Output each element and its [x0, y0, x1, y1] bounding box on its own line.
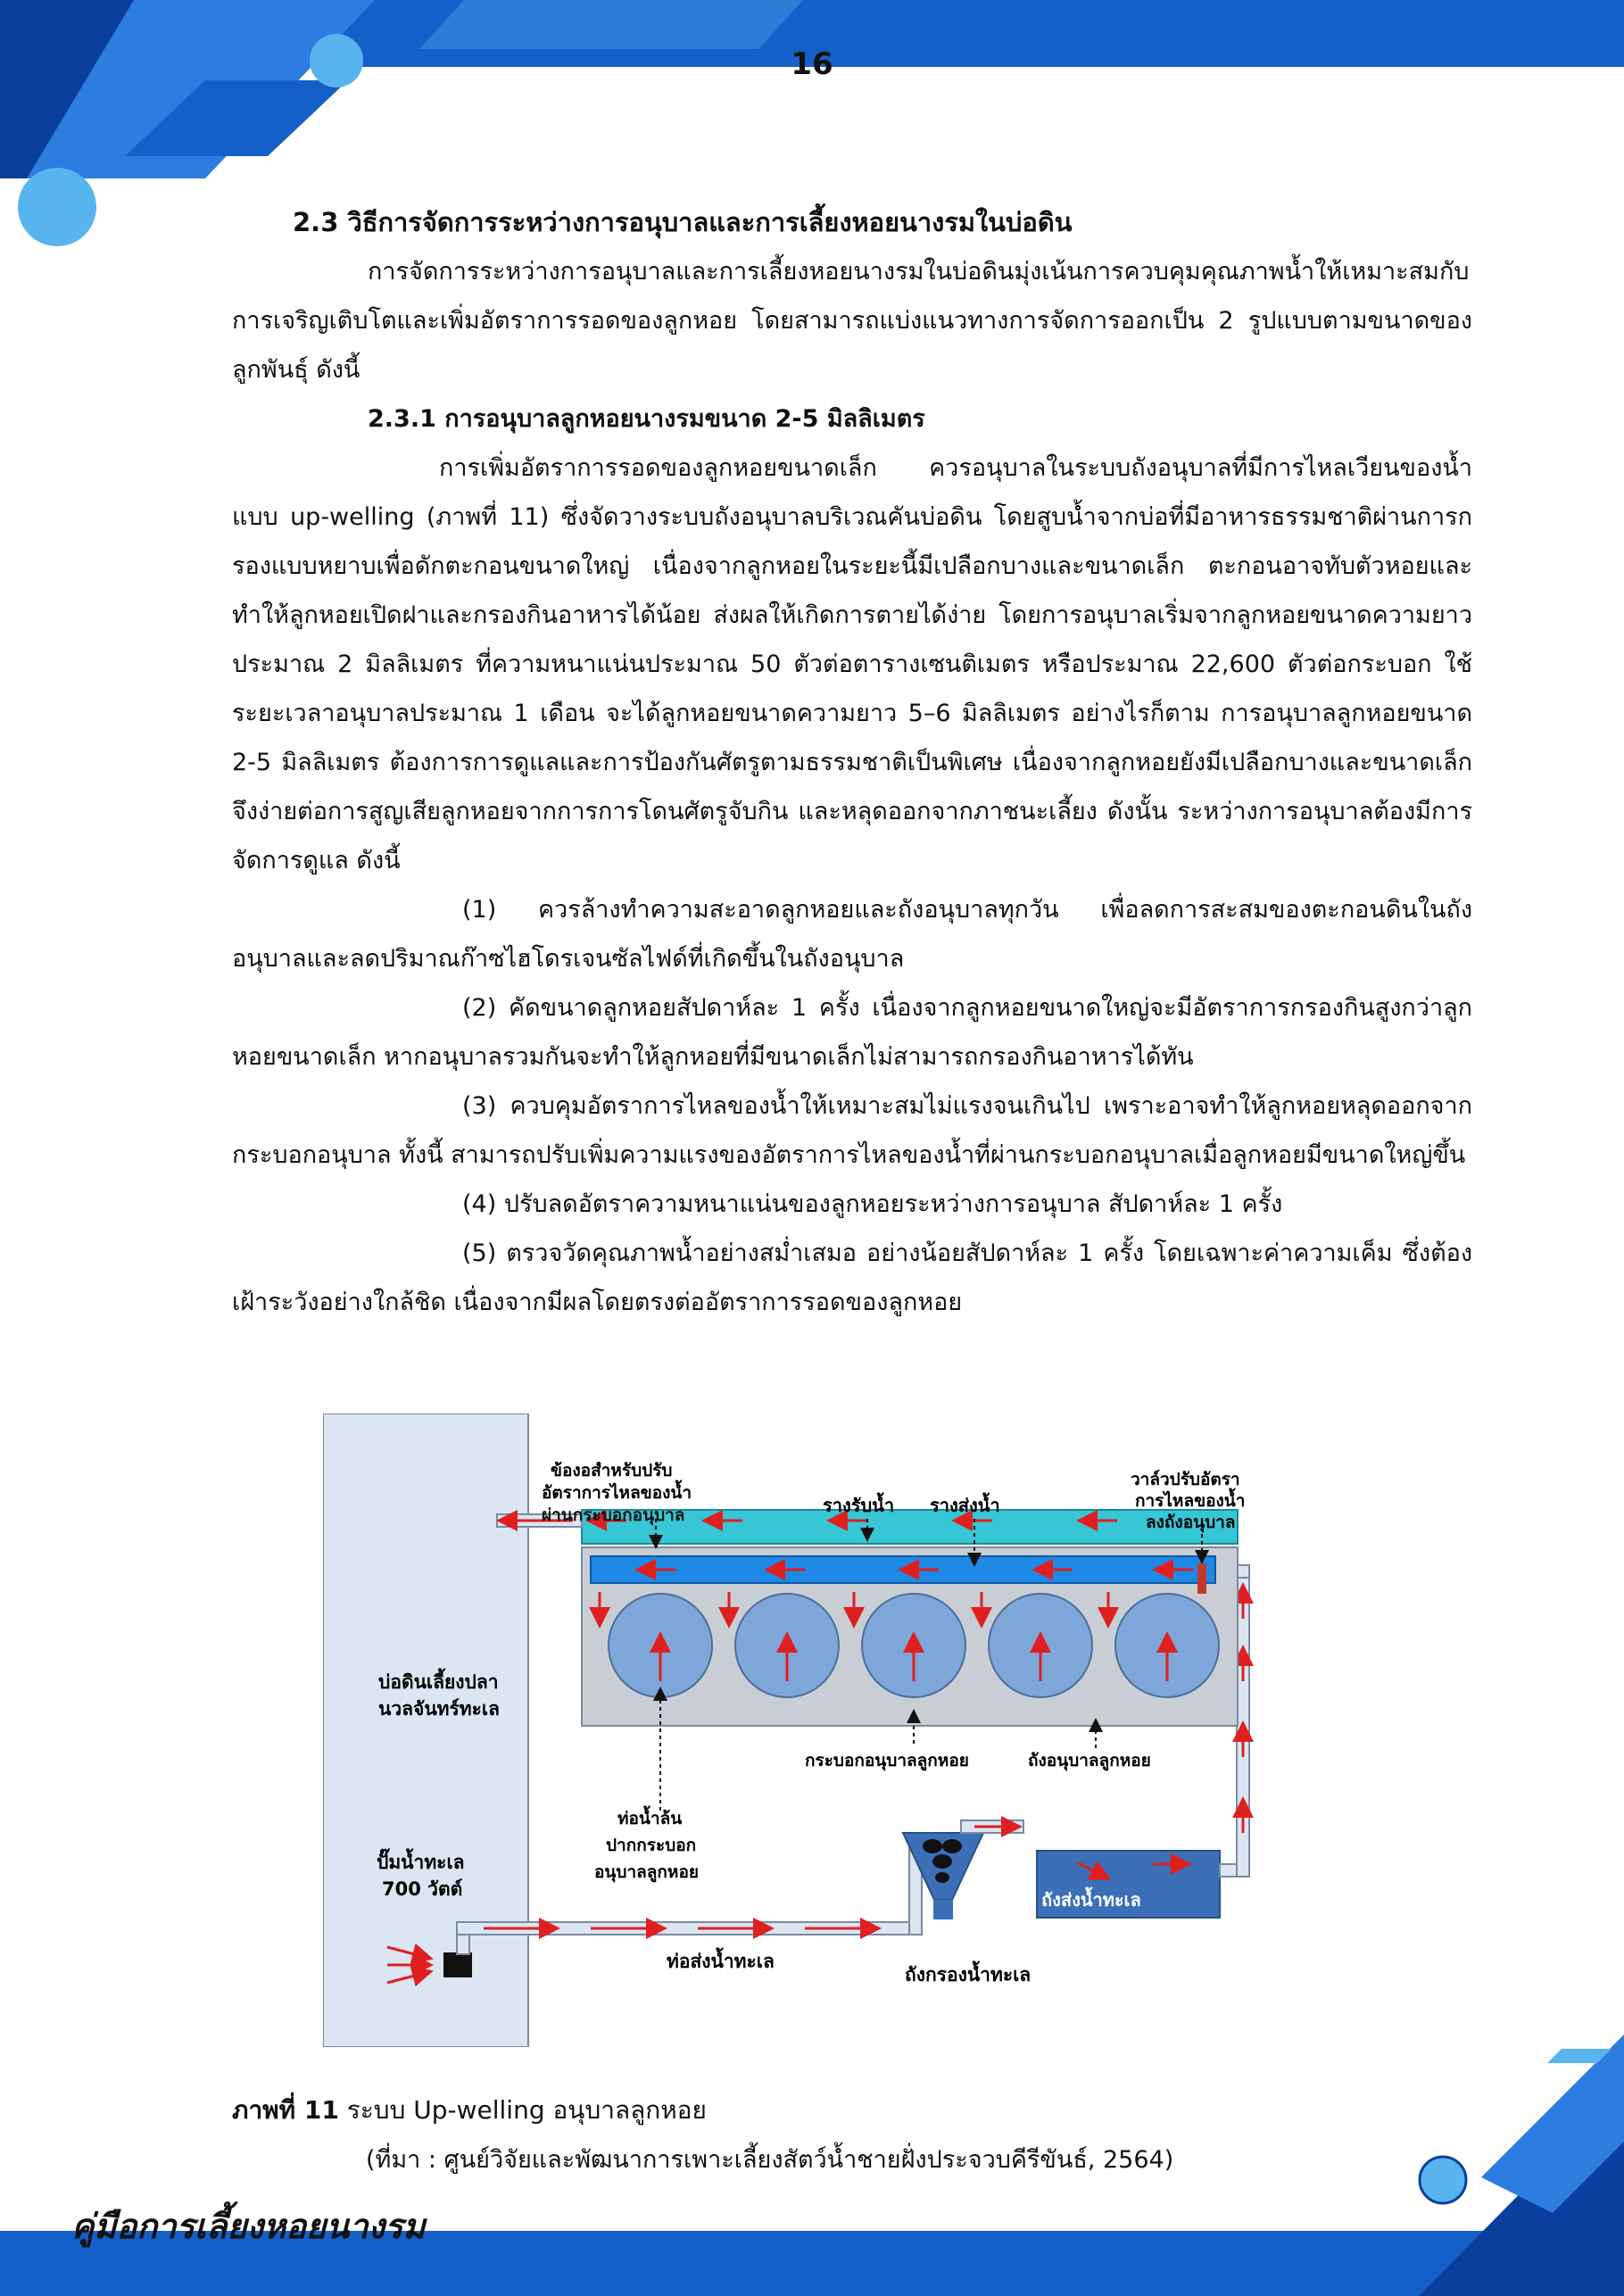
adjust-label-line2: อัตราการไหลของน้ำ: [542, 1483, 692, 1503]
receive-trough-label: รางรับน้ำ: [823, 1495, 895, 1516]
adjust-label-line3: ผ่านกระบอกอนุบาล: [542, 1505, 685, 1525]
section-heading: 2.3 วิธีการจัดการระหว่างการอนุบาลและการเลี้ยงหอยนางรมในบ่อดิน: [293, 207, 1073, 237]
pump-icon: [443, 1952, 472, 1977]
page-number: 16: [791, 46, 833, 82]
filter-tank-neck: [933, 1900, 953, 1919]
valve-icon: [1197, 1563, 1206, 1594]
section-paragraph: การจัดการระหว่างการอนุบาลและการเลี้ยงหอยนางรมในบ่อดินมุ่งเน้นการควบคุมคุณภาพน้ำให้เหมาะสมกับการเจริญเติบโตและเพิ่มอัตราการรอดของลูกหอย โดยสามารถแบ่งแนวทางการจัดการออกเป็น 2 รูปแบบตามขนาดของลูกพันธุ์ ดังนี้: [232, 258, 1472, 384]
list-item: (4) ปรับลดอัตราความหนาแน่นของลูกหอยระหว่างการอนุบาล สัปดาห์ละ 1 ครั้ง: [462, 1190, 1283, 1218]
figure-source: (ที่มา : ศูนย์วิจัยและพัฒนาการเพาะเลี้ยงสัตว์น้ำชายฝั่งประจวบคีรีขันธ์, 2564): [366, 2146, 1174, 2174]
pond-label-line1: บ่อดินเลี้ยงปลา: [378, 1671, 499, 1693]
valve-label-line3: ลงถังอนุบาล: [1146, 1513, 1236, 1532]
left-dot-circle: [18, 168, 96, 246]
pipe-label: ท่อส่งน้ำทะเล: [667, 1951, 775, 1972]
subsection-paragraph: การเพิ่มอัตราการรอดของลูกหอยขนาดเล็ก ควรอนุบาลในระบบถังอนุบาลที่มีการไหลเวียนของน้ำแบบ up-welling (ภาพที่ 11) ซึ่งจัดวางระบบถังอนุบาลบริเวณคันบ่อดิน โดยสูบน้ำจากบ่อที่มีอาหารธรรมชาติผ่านการกรองแบบหยาบเพื่อดักตะกอนขนาดใหญ่ เนื่องจากลูกหอยในระยะนี้มีเปลือกบางและขนาดเล็ก ตะกอนอาจทับตัวหอยและทำให้ลูกหอยเปิดฝาและกรองกินอาหารได้น้อย ส่งผลให้เกิดการตายได้ง่าย โดยการอนุบาลเริ่มจากลูกหอยขนาดความยาวประมาณ 2 มิลลิเมตร ที่ความหนาแน่นประมาณ 50 ตัวต่อตารางเซนติเมตร หรือประมาณ 22,600 ตัวต่อกระบอก ใช้ระยะเวลาอนุบาลประมาณ 1 เดือน จะได้ลูกหอยขนาดความยาว 5–6 มิลลิเมตร อย่างไรก็ตาม การอนุบาลลูกหอยขนาด 2-5 มิลลิเมตร ต้องการการดูแลและการป้องกันศัตรูตามธรรมชาติเป็นพิเศษ เนื่องจากลูกหอยยังมีเปลือกบางและขนาดเล็ก จึงง่ายต่อการสูญเสียลูกหอยจากการการโดนศัตรูจับกิน และหลุดออกจากภาชนะเลี้ยง ดังนั้น ระหว่างการอนุบาลต้องมีการจัดการดูแล ดังนี้: [232, 454, 1472, 874]
filter-media: [935, 1872, 949, 1883]
figure-caption: [232, 2092, 707, 2129]
figure-caption-prefix: ภาพที่ 11: [232, 2095, 339, 2125]
list-item: (1) ควรล้างทำความสะอาดลูกหอยและถังอนุบาลทุกวัน เพื่อลดการสะสมของตะกอนดินในถังอนุบาลและลดปริมาณก๊าซไฮโดรเจนซัลไฟด์ที่เกิดขึ้นในถังอนุบาล: [232, 896, 1472, 973]
list-item: (3) ควบคุมอัตราการไหลของน้ำให้เหมาะสมไม่แรงจนเกินไป เพราะอาจทำให้ลูกหอยหลุดออกจากกระบอกอนุบาล ทั้งนี้ สามารถปรับเพิ่มความแรงของอัตราการไหลของน้ำที่ผ่านกระบอกอนุบาลเมื่อลูกหอยมีขนาดใหญ่ขึ้น: [232, 1092, 1472, 1169]
pump-label-line1: ปั๊มน้ำทะเล: [377, 1852, 465, 1873]
filter-label: ถังกรองน้ำทะเล: [905, 1964, 1032, 1985]
supply-tank-label: ถังส่งน้ำทะเล: [1041, 1889, 1141, 1911]
upwelling-diagram: [323, 1413, 1260, 2047]
filter-media: [942, 1839, 962, 1853]
list-item: (2) คัดขนาดลูกหอยสัปดาห์ละ 1 ครั้ง เนื่องจากลูกหอยขนาดใหญ่จะมีอัตราการกรองกินสูงกว่าลูกหอยขนาดเล็ก หากอนุบาลรวมกันจะทำให้ลูกหอยที่มีขนาดเล็กไม่สามารถกรองกินอาหารได้ทัน: [232, 994, 1472, 1071]
main-content: [232, 198, 1472, 1327]
filter-media: [932, 1854, 952, 1869]
subsection-heading: 2.3.1 การอนุบาลลูกหอยนางรมขนาด 2-5 มิลลิเมตร: [368, 405, 925, 433]
pond-label-line2: นวลจันทร์ทะเล: [378, 1698, 500, 1720]
upwelling-diagram-svg: [323, 1413, 1260, 2047]
tank-label: ถังอนุบาลลูกหอย: [1028, 1751, 1151, 1770]
list-item: (5) ตรวจวัดคุณภาพน้ำอย่างสม่ำเสมอ อย่างน้อยสัปดาห์ละ 1 ครั้ง โดยเฉพาะค่าความเค็ม ซึ่งต้องเฝ้าระวังอย่างใกล้ชิด เนื่องจากมีผลโดยตรงต่ออัตราการรอดของลูกหอย: [232, 1239, 1472, 1316]
pump-label-line2: 700 วัตต์: [382, 1878, 463, 1900]
send-trough-label: รางส่งน้ำ: [930, 1495, 1000, 1516]
footer-title: คู่มือการเลี้ยงหอยนางรม: [71, 2207, 426, 2246]
bottom-dot-circle: [1420, 2157, 1466, 2203]
top-stripe-light: [419, 0, 803, 49]
overflow-label-line3: อนุบาลลูกหอย: [594, 1862, 699, 1882]
cylinder-label: กระบอกอนุบาลลูกหอย: [805, 1751, 969, 1770]
adjust-label-line1: ข้องอสำหรับปรับ: [551, 1461, 673, 1480]
figure-caption-text: ระบบ Up-welling อนุบาลลูกหอย: [338, 2095, 707, 2125]
valve-label-line2: การไหลของน้ำ: [1135, 1491, 1246, 1511]
pond-block: [323, 1413, 528, 2047]
overflow-label-line1: ท่อน้ำล้น: [617, 1809, 683, 1828]
valve-label-line1: วาล์วปรับอัตรา: [1131, 1470, 1240, 1489]
filter-media: [923, 1839, 942, 1853]
overflow-label-line2: ปากกระบอก: [606, 1836, 697, 1855]
